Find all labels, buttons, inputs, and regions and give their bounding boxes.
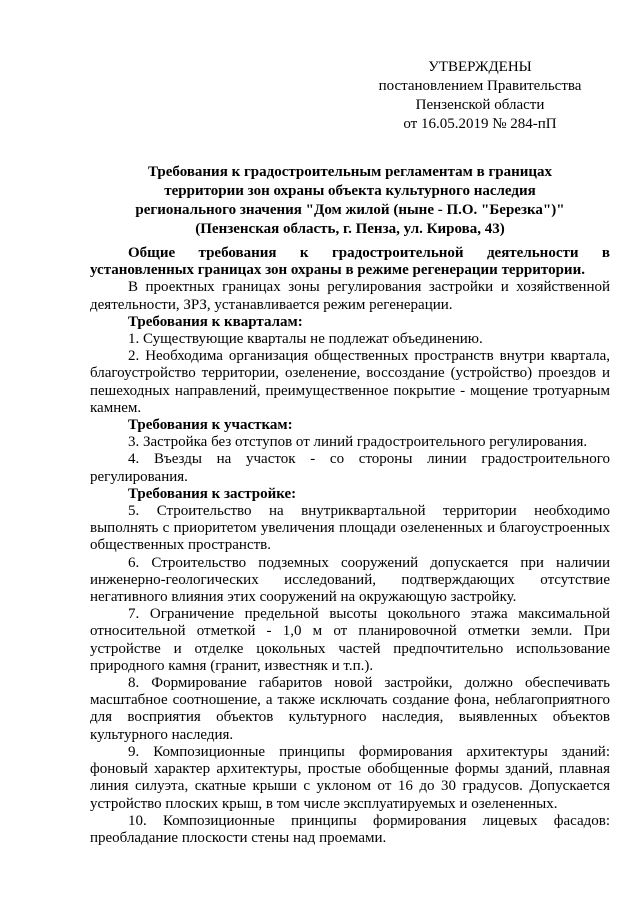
approval-line: Пензенской области [415,97,545,113]
title-line: (Пензенская область, г. Пенза, ул. Кирова, 43) [195,221,505,237]
approval-heading: УТВЕРЖДЕНЫ [428,59,532,75]
document-body [90,245,610,847]
requirement-item: 7. Ограничение предельной высоты цокольного этажа максимальной относительной отметкой - 1,0 м от планировочной отметки земли. При устройстве и отделке цокольных частей предпочтительно использование природного камня (гранит, известняк и т.п.). [90,606,610,674]
requirement-item: 4. Въезды на участок - со стороны линии градостроительного регулирования. [90,451,610,485]
intro-paragraph: В проектных границах зоны регулирования застройки и хозяйственной деятельности, ЗРЗ, устанавливается режим регенерации. [90,279,610,313]
approval-line: постановлением Правительства [378,78,582,94]
requirement-item: 6. Строительство подземных сооружений допускается при наличии инженерно-геологических исследований, подтверждающих отсутствие негативного влияния этих сооружений на окружающую застройку. [90,554,610,606]
approval-stamp [360,58,600,134]
requirement-item: 3. Застройка без отступов от линий градостроительного регулирования. [128,434,588,451]
title-line: Требования к градостроительным регламентам в границах [147,164,553,180]
blocks-heading: Требования к кварталам: [128,313,303,330]
general-requirements-heading: Общие требования к градостроительной деятельности в установленных границах зон охраны в режиме регенерации территории. [90,245,610,279]
requirement-item: 2. Необходима организация общественных пространств внутри квартала, благоустройство территории, озеленение, воссоздание (устройство) проездов и пешеходных направлений, преимущественное покрытие - мощение тротуарным камнем. [90,348,610,416]
document-title [90,163,610,239]
requirement-item: 8. Формирование габаритов новой застройки, должно обеспечивать масштабное соотношение, а также исключать создание фона, неблагоприятного для восприятия объектов культурного наследия, выявленных объектов культурного наследия. [90,675,610,743]
requirement-item: 1. Существующие кварталы не подлежат объединению. [128,331,483,348]
title-line: территории зон охраны объекта культурного наследия [164,183,536,199]
title-line: регионального значения "Дом жилой (ныне - П.О. "Березка")" [135,202,565,218]
requirement-item: 9. Композиционные принципы формирования архитектуры зданий: фоновый характер архитектуры, простые обобщенные формы зданий, плавная линия силуэта, скатные крыши с уклоном от 16 до 30 градусов. Допускается устройство плоских крыш, в том числе эксплуатируемых и озелененных. [90,743,610,812]
approval-date: от 16.05.2019 № 284-пП [403,116,557,132]
requirement-item: 5. Строительство на внутриквартальной территории необходимо выполнять с приоритетом увеличения площади озелененных и благоустроенных общественных пространств. [90,503,610,554]
building-heading: Требования к застройке: [128,485,297,502]
plots-heading: Требования к участкам: [128,417,293,434]
requirement-item: 10. Композиционные принципы формирования лицевых фасадов: преобладание плоскости стены над проемами. [90,812,610,846]
